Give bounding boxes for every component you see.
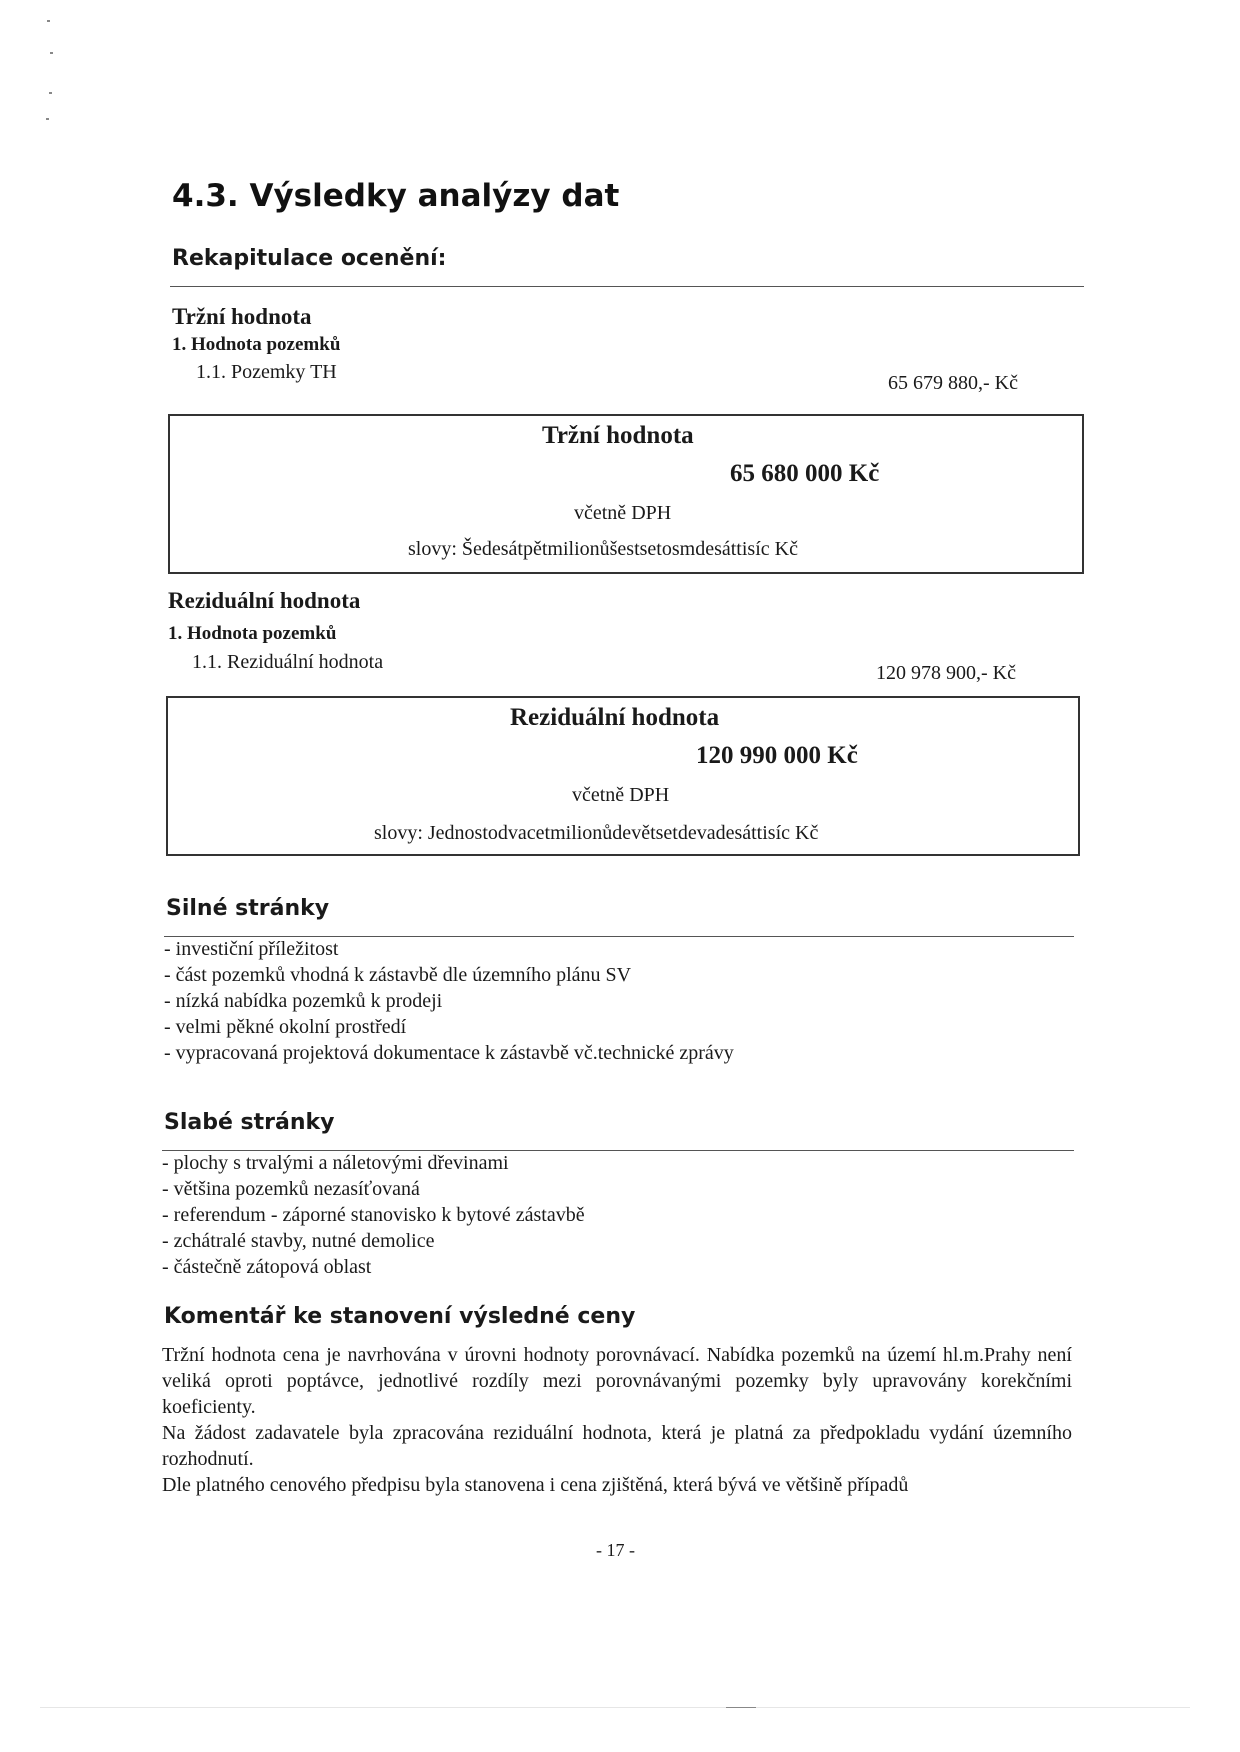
list-item: - většina pozemků nezasíťovaná [162,1178,420,1200]
strengths-list [164,936,1064,1066]
list-item: - referendum - záporné stanovisko k bytové zástavbě [162,1204,585,1226]
residual-box-amount: 120 990 000 Kč [696,742,858,769]
market-subheading: 1. Hodnota pozemků [172,334,341,355]
market-box-amount: 65 680 000 Kč [730,460,880,487]
residual-heading: Reziduální hodnota [168,588,361,613]
residual-box-title: Reziduální hodnota [510,704,720,731]
market-item-label: 1.1. Pozemky TH [196,361,337,383]
recap-rule [170,286,1084,287]
weaknesses-list [162,1150,1062,1280]
residual-value-box [166,696,1080,856]
market-item-amount: 65 679 880,- Kč [888,372,1018,394]
residual-box-vat: včetně DPH [572,784,670,806]
residual-subheading: 1. Hodnota pozemků [168,623,337,644]
list-item: - částečně zátopová oblast [162,1256,372,1278]
list-item: - vypracovaná projektová dokumentace k zástavbě vč.technické zprávy [164,1042,734,1064]
list-item: - velmi pěkné okolní prostředí [164,1016,407,1038]
scan-edge-mark [726,1707,756,1708]
section-heading: 4.3. Výsledky analýzy dat [172,178,620,214]
list-item: - část pozemků vhodná k zástavbě dle územního plánu SV [164,964,632,986]
residual-item-label: 1.1. Reziduální hodnota [192,651,384,673]
residual-box-words: slovy: Jednostodvacetmilionůdevětsetdevadesáttisíc Kč [374,822,819,844]
scan-mark [46,118,49,120]
strengths-title: Silné stránky [166,896,330,921]
page-number: - 17 - [596,1540,635,1560]
comment-paragraph: Na žádost zadavatele byla zpracována reziduální hodnota, která je platná za předpokladu vydání územního rozhodnutí. [162,1422,1072,1470]
market-value-box [168,414,1084,574]
market-box-words: slovy: Šedesátpětmilionůšestsetosmdesáttisíc Kč [408,538,798,560]
comment-paragraph: Dle platného cenového předpisu byla stanovena i cena zjištěná, která bývá ve většině případů [162,1474,909,1496]
list-item: - nízká nabídka pozemků k prodeji [164,990,443,1012]
scan-edge [40,1707,1190,1708]
residual-item-amount: 120 978 900,- Kč [876,662,1016,684]
comment-title: Komentář ke stanovení výsledné ceny [164,1304,636,1329]
market-box-vat: včetně DPH [574,502,672,524]
comment-paragraph: Tržní hodnota cena je navrhována v úrovni hodnoty porovnávací. Nabídka pozemků na území hl.m.Prahy není veliká oproti poptávce, jednotlivé rozdíly mezi porovnávanými pozemky byly upravovány korekčními koeficienty. [162,1344,1072,1418]
scan-mark [50,52,53,54]
weaknesses-title: Slabé stránky [164,1110,335,1135]
scan-mark [49,92,52,94]
scan-mark [47,20,50,22]
recap-title: Rekapitulace ocenění: [172,246,447,271]
market-box-title: Tržní hodnota [542,422,694,449]
list-item: - plochy s trvalými a náletovými dřevinami [162,1152,509,1174]
comment-body [162,1342,1072,1498]
list-item: - zchátralé stavby, nutné demolice [162,1230,435,1252]
market-heading: Tržní hodnota [172,304,312,329]
list-item: - investiční příležitost [164,938,339,960]
